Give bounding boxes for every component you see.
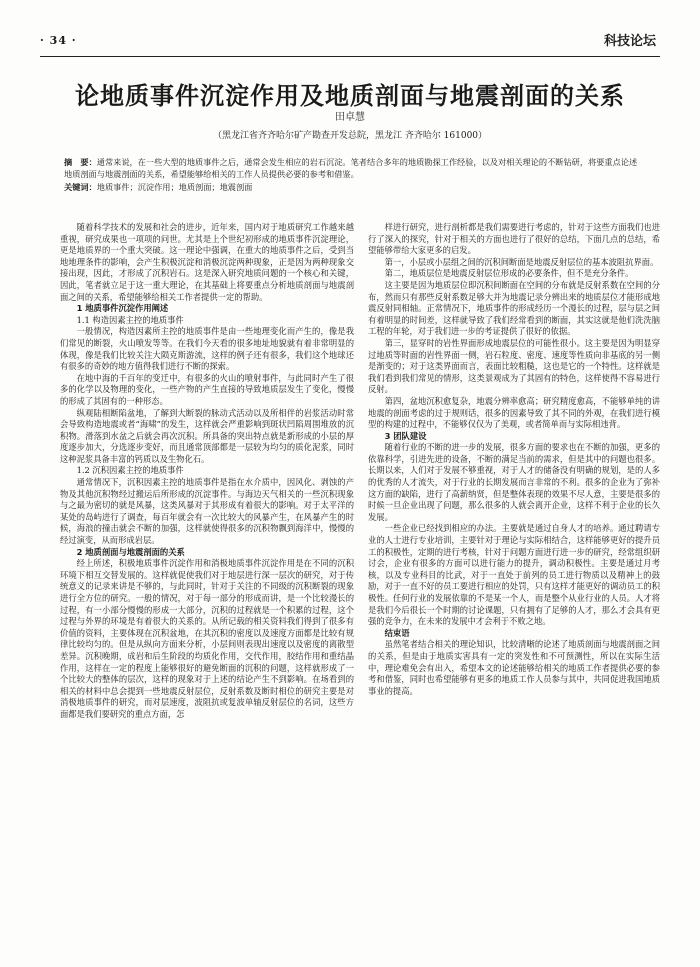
paragraph: 通常情况下，沉积因素主控的地质事件是指在水介质中，因风化、剥蚀的产物及其他沉积物经过搬运后所形成的沉淀事件。与海边天气相关的一些沉积现象与之最为密切的就是风暴，这类风暴对于其形成有着很大的影响。对于太平洋的某处的岛屿进行了调查，每百年就会有一次比较大的风暴产生，在风暴产生的时候，海浪的撞击就会不断的加强，这样就使得很多的沉积物飘到海洋中，慢慢的经过演变，从而形成岩层。 [60,477,354,546]
journal-section: 科技论坛 [603,34,656,49]
right-column [368,222,660,697]
paragraph: 第四，盆地沉积愈复杂，地震分辨率愈高；研究精度愈高，不能够单纯的讲地震的剖面考虑的过于规则话，很多的因素导致了其不同的外观，在我们进行模型的构建的过程中，不能够仅仅为了美观，或者简单而与实际相违背。 [368,395,660,430]
section-heading: 3 团队建设 [384,430,427,441]
paragraph: 在地中海的千百年的变迁中，有很多的火山的喷射事件，与此同时产生了很多的化学以及物理的变化，一些产物的产生直接的导致地质层发生了变化，慢慢的形成了其固有的一种形态。 [60,372,354,406]
keywords-label: 关键词： [64,182,97,192]
page-number: · 34 · [40,34,77,47]
subsection-heading: 1.2 沉积因素主控的地质事件 [76,465,184,476]
abstract [64,156,638,180]
abstract-text: 通常来说，在一些大型的地质事件之后，通常会发生相应的岩石沉淀。笔者结合多年的地质勘探工作经验，以及对相关理论的不断钻研，将要重点论述地质剖面与地震剖面的关系，希望能够给相关的工作人员提供必要的参考和借鉴。 [64,157,638,179]
section-heading: 2 地质剖面与地震剖面的关系 [76,546,185,557]
paragraph: 样进行研究，进行剖析都是我们需要进行考虑的，针对于这些方面我们也进行了深入的探究，针对于相关的方面也进行了很好的总结，下面几点的总结，希望能够带给大家更多的启发。 [368,222,660,256]
paragraph: 一些企业已经找到相应的办法。主要就是通过自身人才的培养。通过聘请专业的人士进行专业培训，主要针对于理论与实际相结合，这样能够更好的提升员工的积极性，定期的进行考核，针对于问题方面进行进一步的研究，经常组织研讨会，企业有很多的方面可以进行能力的提升，调动积极性。主要是通过月考核，以及专业科目的比武，对于一直处于前列的员工进行物质以及精神上的鼓励，对于一直不好的员工要进行相应的处罚，只有这样才能更好的调动员工的积极性。任何行业的发展依靠的不是某一个人，而是整个从业行业的人员。人才将是我们今后很长一个时期的讨论课题，只有拥有了足够的人才，那么才会具有更强的竞争力，在未来的发展中才会利于不败之地。 [368,523,660,627]
article-author: 田卓慧 [335,112,365,123]
paragraph: 第二，地质层位是地震反射层位形成的必要条件，但不是充分条件。 [384,268,634,279]
header-rule [40,56,660,57]
paragraph: 一般情况，构造因素所主控的地质事件是由一些地理变化而产生的，像是我们常见的断裂，火山喷发等等。在我们今天看的很多地址地貌就有着非常明显的体现，像是我们比较关注大陨克斯游流，这样的例子还有很多，我们这个地球还有很多的奇妙的地方值得我们进行不断的探索。 [60,326,354,372]
paragraph: 第三，显穿时的岩性界面形成地震层位的可能性很小。这主要是因为明显穿过地质等时面的岩性界面一侧，岩石粒度、密度、速度等性质向非基底的另一侧是渐变的；对于这类界面而言，表面比较粗糙，这也是它的一个特性。这样就是我们看到我们常见的情形，这类景观成为了其固有的特色，这样使得不容易进行反射。 [368,337,660,395]
paragraph: 随着科学技术的发展和社会的进步，近年来，国内对于地质研究工作越来越重视，研究成果也一项项的问世。尤其是上个世纪初形成的地质事件沉淀理论，更是地质界的一个重大突破。这一理论中强调，在重大的地质事件之后，受到当地地理条件的影响，会产生积极沉淀和消极沉淀两种现象，正是因为两种现象交接出现，因此，才形成了沉积岩石。这是深入研究地质问题的一个核心和关键，因此，笔者就立足于这一重大理论，在其基础上将要重点分析地质剖面与地震剖面之间的关系，希望能够给相关工作者提供一定的帮助。 [60,222,354,302]
article-affiliation: （黑龙江省齐齐哈尔矿产勘查开发总院，黑龙江 齐齐哈尔 161000） [212,131,488,141]
keywords [64,181,252,193]
keywords-text: 地质事件；沉淀作用；地质剖面；地震剖面 [96,182,253,192]
paragraph: 纵观陆相断陷盆地，了解到大断裂的脉动式活动以及所相伴的岩浆活动时常会导致构造地震或者“海啸”的发生，这样就会严重影响到斑状凹陷周围堆放的沉积物。滑落到水盆之后就会再次沉积。所具备的突出特点就是新形成的小层的厚度逐步加大，分选逐步变好，而且通常顶部都是一层较为均匀的质化泥浆，同时这种泥浆具备丰富的钙质以及生物化石。 [60,407,354,464]
paragraph: 虽然笔者结合相关的理论知识，比较清晰的论述了地质剖面与地震剖面之间的关系，但是由于地质实害具有一定的突发性和不可预测性，所以在实际生活中，理论难免会有出入，希望本文的论述能够给相关的地质工作者提供必要的参考和借鉴，同时也希望能够有更多的地质工作人员参与其中，共同促进我国地质事业的提高。 [368,639,660,696]
paragraph: 经上所述，积极地质事件沉淀作用和消极地质事件沉淀作用是在不同的沉积环境下相互交替发展的。这样就促使我们对于地层进行深一层次的研究，对于传统意义的记录来讲是不够的，与此同时，针对于关注的不同级的沉积断裂的现象进行全方位的研究。一般的情况，对于每一部分的形成而讲，是一个比较漫长的过程，有一小部分慢慢的形成一大部分，沉积的过程就是一个积累的过程，这个过程与外界的环境是有着很大的关系的。从所记载的相关资料我们得到了很多有价值的资料，主要体现在沉积盆地，在其沉积的密度以及速度方面都是比较有规律比较均匀的。但是从纵向方面来分析，小层间则表现出速度以及密度的离散型差异。沉积晚期，成岩和后生阶段的均质化作用，交代作用，胶结作用和重结晶作用，这样在一定的程度上能够很好的避免断面的沉积的问题，这样就形成了一个比较大的整体的层次，这样的现象对于上述的结论产生不到影响。在场看到的相关的材料中总会提到一些地震反射层位，反射系数及断时相位的研究主要是对消极地质事件的研究，而对层速度，波阻抗或复波单轴反射层位的名词，这些方面都是我们要研究的重点方面，怎 [60,558,354,719]
section-heading: 1 地质事件沉淀作用阐述 [76,303,169,314]
subsection-heading: 1.1 构造因素主控的地质事件 [76,314,184,325]
left-column [60,222,354,721]
article-title: 论地质事件沉淀作用及地质剖面与地震剖面的关系 [75,81,625,110]
paragraph: 这主要是因为地质层位即沉积间断面在空间的分布就是反射系数在空间的分布，然而只有那些反射系数足够大并为地震记录分辨出来的地质层位才能形成地震反射同相轴。正常情况下，地质事件的形成经历一个漫长的过程，层与层之间有着明显的时间差，这样就导致了我们经常看到的断面，其实这就是他们洗洗脑工程的年轮，对于我们进一步的考证提供了很好的依据。 [368,279,660,337]
section-heading: 结束语 [384,627,410,638]
abstract-label: 摘 要： [64,157,97,167]
paragraph: 第一，小层或小层组之间的沉积间断面是地震反射层位的基本波阻抗界面。 [384,256,659,267]
paragraph: 随着行业的不断的进一步的发展，很多方面的要求也在不断的加强，更多的依靠科学，引进先进的设备，不断的满足当前的需求，但是其中的问题也很多。长期以来，人们对于发展不够重视，对于人才的储备没有明确的规划，是的人多的优秀的人才流失，对于行业的长期发展而言非常的不利。很多的企业为了弥补这方面的缺陷，进行了高薪纳贤，但是整体表现的效果不尽人意，主要是很多的时候一旦企业出现了问题，那么很多的人就会离开企业，这样不利于企业的长久发展。 [368,442,660,522]
